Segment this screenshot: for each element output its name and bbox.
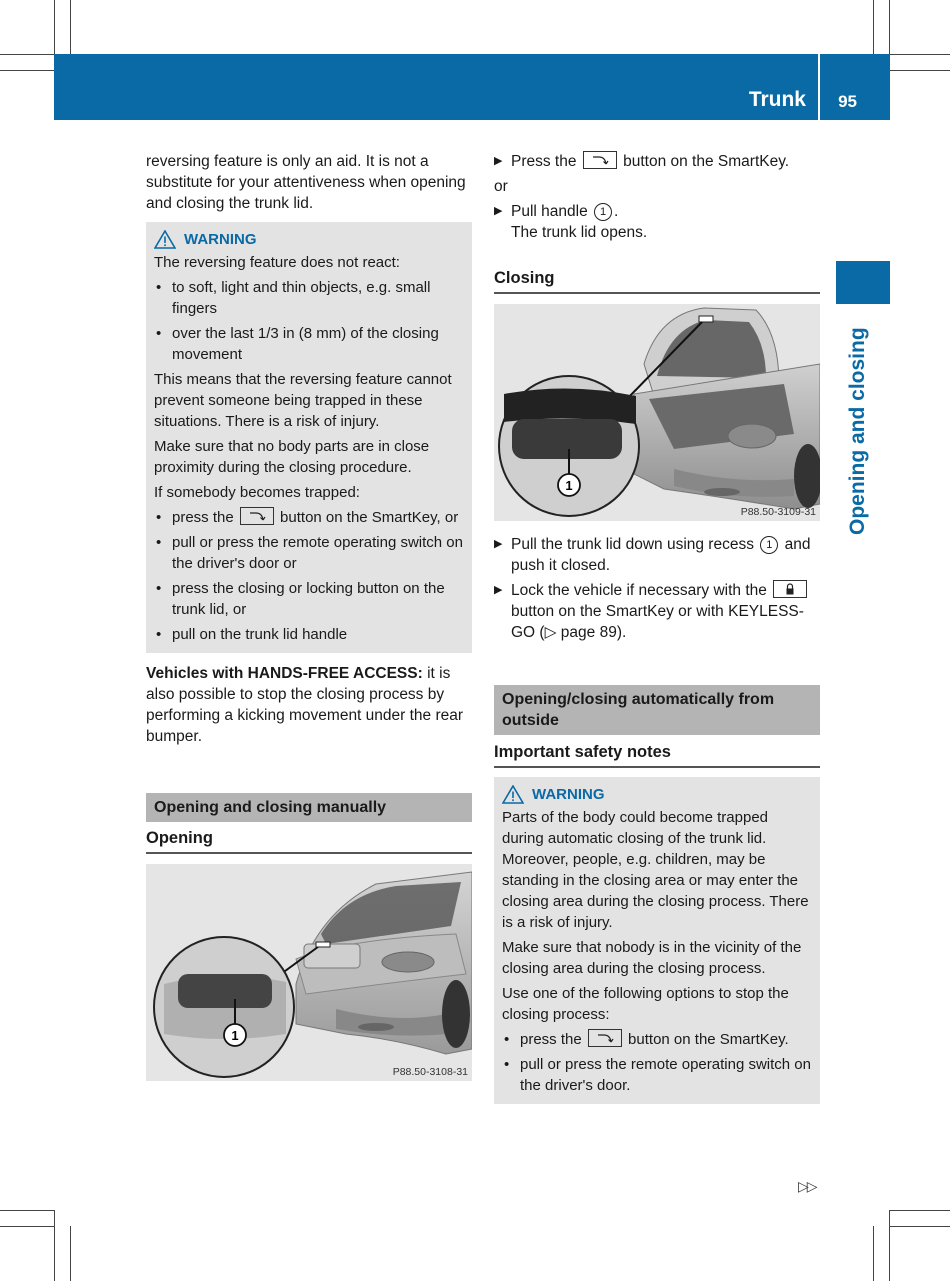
figure-code: P88.50-3108-31 <box>392 1066 468 1078</box>
side-tab-marker <box>836 261 890 304</box>
subheading-safety-notes: Important safety notes <box>494 743 820 768</box>
warning-triangle-icon <box>154 230 176 249</box>
car-rear-illustration <box>146 864 472 1081</box>
crop-mark <box>890 70 950 71</box>
crop-mark <box>889 1210 890 1281</box>
callout-number: 1 <box>594 203 612 221</box>
crop-mark <box>873 1226 874 1281</box>
action-arrow-icon: ▶ <box>494 584 503 596</box>
list-item: • press the closing or locking button on the trunk lid, or <box>154 578 464 620</box>
action-step: ▶ Pull handle 1 . The trunk lid opens. <box>494 203 648 241</box>
bullet-text: pull or press the remote operating switch on the driver's door or <box>172 534 463 572</box>
intro-paragraph: reversing feature is only an aid. It is not a substitute for your attentiveness when opening and closing the trunk lid. <box>146 153 466 212</box>
crop-mark <box>873 0 874 54</box>
warning-box <box>146 222 472 653</box>
subheading-opening: Opening <box>146 829 472 854</box>
left-column <box>146 151 472 747</box>
crop-mark <box>890 1210 950 1211</box>
callout-number: 1 <box>231 1028 239 1043</box>
page-number: 95 <box>838 92 857 111</box>
callout-number: 1 <box>760 536 778 554</box>
action-step: ▶ Lock the vehicle if necessary with the button on the SmartKey or with KEYLESS-GO (▷ page 89). <box>494 580 820 643</box>
warning-title: WARNING <box>184 230 257 248</box>
list-item: • press the button on the SmartKey. <box>504 1031 789 1048</box>
warning-heading <box>502 781 812 807</box>
warning-heading <box>154 226 464 252</box>
warning-text: This means that the reversing feature cannot prevent someone being trapped in these situations. There is a risk of injury. <box>154 371 452 430</box>
bullet-text: press the button on the SmartKey. <box>520 1031 789 1048</box>
callout-number: 1 <box>565 478 573 493</box>
continue-mark: ▷▷ <box>798 1178 816 1194</box>
result-text: The trunk lid opens. <box>511 224 648 241</box>
crop-mark <box>70 1226 71 1281</box>
crop-mark <box>0 54 54 55</box>
action-arrow-icon: ▶ <box>494 205 503 217</box>
page-header <box>54 54 890 120</box>
list-item: • over the last 1/3 in (8 mm) of the closing movement <box>154 323 464 365</box>
open-trunk-illustration <box>494 304 820 521</box>
crop-mark <box>0 1226 54 1227</box>
warning-text: Parts of the body could become trapped during automatic closing of the trunk lid. Moreover, people, e.g. children, may be standing in the closing area or may enter the closing area during the closing process. There is a risk of injury. <box>502 809 809 931</box>
bullet-text: over the last 1/3 in (8 mm) of the closing movement <box>172 325 439 363</box>
crop-mark <box>70 0 71 54</box>
warning-title: WARNING <box>532 785 605 803</box>
warning-box <box>494 777 820 1104</box>
right-column-warning <box>494 777 820 1104</box>
subheading-closing: Closing <box>494 269 820 294</box>
warning-text: Use one of the following options to stop the closing process: <box>502 985 789 1023</box>
section-heading-automatic: Opening/closing automatically from outside <box>494 685 820 735</box>
right-column-top <box>494 151 820 247</box>
list-item: • pull or press the remote operating switch on the driver's door. <box>504 1056 811 1094</box>
right-column-steps <box>494 534 820 647</box>
header-divider <box>818 54 820 120</box>
list-item: • to soft, light and thin objects, e.g. small fingers <box>154 277 464 319</box>
list-item: • pull on the trunk lid handle <box>156 626 348 643</box>
warning-triangle-icon <box>502 785 524 804</box>
crop-mark <box>890 54 950 55</box>
crop-mark <box>54 1210 55 1281</box>
section-title: Trunk <box>748 88 806 111</box>
bullet-text: pull or press the remote operating switch on the driver's door. <box>520 1056 811 1094</box>
crop-mark <box>890 1226 950 1227</box>
action-step: ▶ Pull the trunk lid down using recess 1 and push it closed. <box>494 536 811 574</box>
figure-trunk-opening <box>146 864 472 1081</box>
bullet-text: press the closing or locking button on the trunk lid, or <box>172 580 445 618</box>
trunk-open-key-icon <box>588 1029 622 1047</box>
warning-text: Make sure that nobody is in the vicinity of the closing area during the closing process. <box>502 939 802 977</box>
trunk-open-key-icon <box>583 151 617 169</box>
crop-mark <box>0 70 54 71</box>
or-text: or <box>494 178 508 195</box>
figure-code: P88.50-3109-31 <box>740 506 816 518</box>
warning-text: The reversing feature does not react: <box>154 254 400 271</box>
action-arrow-icon: ▶ <box>494 538 503 550</box>
list-item: • pull or press the remote operating switch on the driver's door or <box>156 534 463 572</box>
action-step: ▶ Press the button on the SmartKey. <box>494 153 790 170</box>
bullet-text: pull on the trunk lid handle <box>172 626 348 643</box>
crop-mark <box>0 1210 54 1211</box>
figure-trunk-closing <box>494 304 820 521</box>
side-tab-label: Opening and closing <box>846 327 869 535</box>
bullet-text: press the button on the SmartKey, or <box>172 509 459 526</box>
list-item: • press the button on the SmartKey, or <box>156 509 459 526</box>
action-arrow-icon: ▶ <box>494 155 503 167</box>
hands-free-paragraph: Vehicles with HANDS-FREE ACCESS: it is also possible to stop the closing process by performing a kicking movement under the rear bumper. <box>146 665 464 745</box>
bullet-text: to soft, light and thin objects, e.g. small fingers <box>172 279 431 317</box>
warning-text: Make sure that no body parts are in close proximity during the closing procedure. <box>154 438 430 476</box>
warning-text: If somebody becomes trapped: <box>154 484 360 501</box>
lock-key-icon <box>773 580 807 598</box>
section-heading-manual: Opening and closing manually <box>146 793 472 822</box>
trunk-open-key-icon <box>240 507 274 525</box>
